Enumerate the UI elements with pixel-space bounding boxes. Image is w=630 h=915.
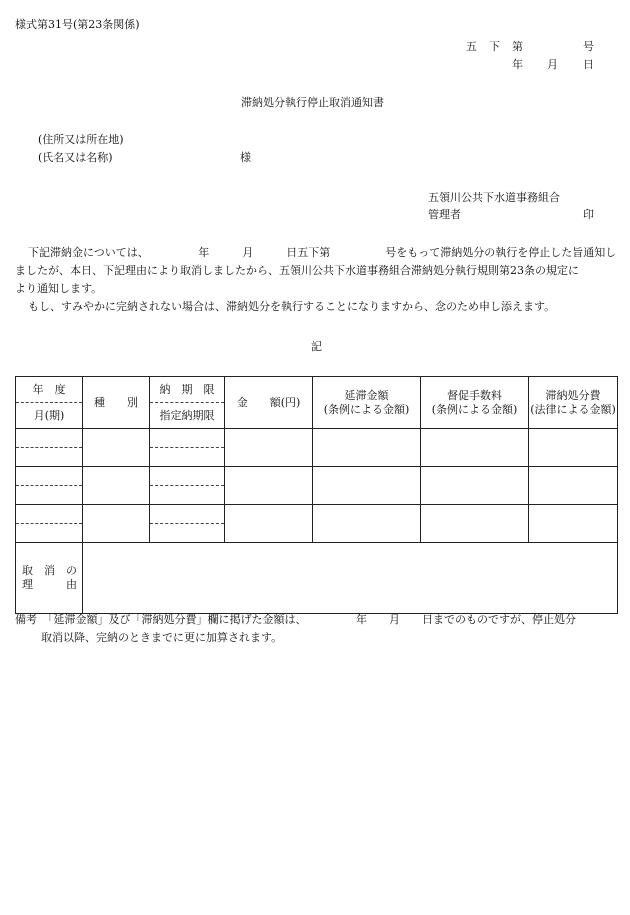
cell-late-fee[interactable]	[313, 467, 421, 505]
table-header-row	[16, 377, 618, 429]
cell-amount[interactable]	[225, 429, 313, 467]
body-line-2: ましたが、本日、下記理由により取消しましたから、五領川公共下水道事務組合滞納処分執行規則第23条の規定に	[15, 264, 579, 277]
cell-due-date[interactable]	[150, 505, 225, 543]
manager-label: 管理者	[428, 208, 461, 221]
name-label: (氏名又は名称)	[38, 151, 113, 164]
cell-type[interactable]	[83, 505, 150, 543]
body-line-1: 下記滞納金については、 年 月 日五下第 号をもって滞納処分の執行を停止した旨通知し	[28, 246, 617, 259]
document-title: 滞納処分執行停止取消通知書	[241, 96, 384, 109]
document-number-suffix: 号	[583, 40, 594, 53]
cell-late-fee[interactable]	[313, 505, 421, 543]
cell-disposal-fee[interactable]	[529, 429, 618, 467]
details-table	[15, 376, 618, 614]
cell-year[interactable]	[16, 467, 83, 505]
table-row	[16, 429, 618, 467]
cell-reminder-fee[interactable]	[421, 429, 529, 467]
date-year-label: 年	[512, 58, 523, 71]
cell-due-date[interactable]	[150, 429, 225, 467]
remarks-line-1: 備考 「延滞金額」及び「滞納処分費」欄に掲げた金額は、 年 月 日までのものですが、停止処分	[15, 613, 576, 626]
reason-row	[16, 543, 618, 614]
remarks-line-2: 取消以降、完納のときまでに更に加算されます。	[41, 631, 283, 644]
cell-reminder-fee[interactable]	[421, 467, 529, 505]
ki-marker: 記	[311, 340, 322, 353]
cell-due-date[interactable]	[150, 467, 225, 505]
cell-type[interactable]	[83, 429, 150, 467]
date-day-label: 日	[583, 58, 594, 71]
form-number: 様式第31号(第23条関係)	[15, 18, 140, 31]
address-label: (住所又は所在地)	[38, 133, 124, 146]
body-line-4: もし、すみやかに完納されない場合は、滞納処分を執行することになりますから、念のため申し添えます。	[28, 300, 556, 313]
cell-amount[interactable]	[225, 467, 313, 505]
table-row	[16, 467, 618, 505]
cell-late-fee[interactable]	[313, 429, 421, 467]
cell-year[interactable]	[16, 429, 83, 467]
honorific: 様	[240, 151, 251, 164]
seal-mark: 印	[583, 208, 594, 221]
body-line-3: より通知します。	[15, 282, 103, 295]
table-row	[16, 505, 618, 543]
cell-amount[interactable]	[225, 505, 313, 543]
issuer-organization: 五領川公共下水道事務組合	[428, 191, 560, 204]
header-reminder-fee: 督促手数料 (条例による金額)	[421, 377, 529, 429]
header-type: 種 別	[83, 377, 150, 429]
date-month-label: 月	[547, 58, 558, 71]
cell-disposal-fee[interactable]	[529, 505, 618, 543]
header-year: 年 度 月(期)	[16, 377, 83, 429]
header-due-date: 納 期 限 指定納期限	[150, 377, 225, 429]
reason-label: 取 消 の 理 由	[16, 543, 83, 614]
reason-field[interactable]	[83, 543, 618, 614]
header-late-fee: 延滞金額 (条例による金額)	[313, 377, 421, 429]
cell-reminder-fee[interactable]	[421, 505, 529, 543]
document-number-prefix: 五 下 第	[466, 40, 524, 53]
cell-disposal-fee[interactable]	[529, 467, 618, 505]
cell-type[interactable]	[83, 467, 150, 505]
cell-year[interactable]	[16, 505, 83, 543]
header-disposal-fee: 滞納処分費 (法律による金額)	[529, 377, 618, 429]
header-amount: 金 額(円)	[225, 377, 313, 429]
